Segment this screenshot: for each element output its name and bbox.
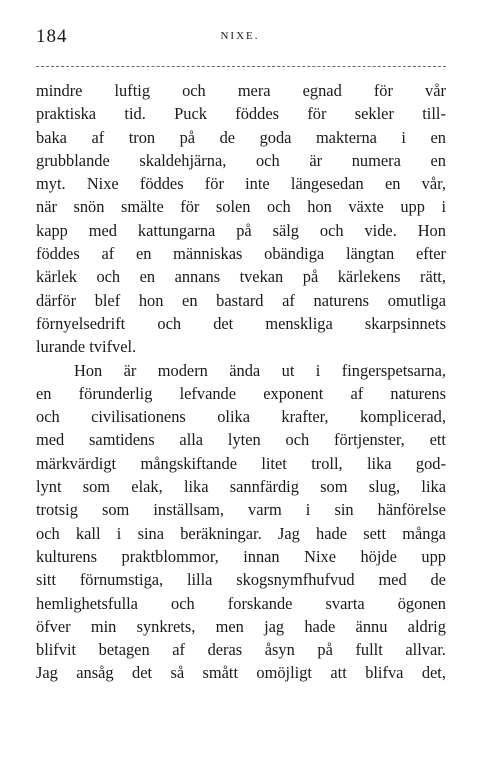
word: skaldehjärna, (139, 150, 227, 170)
word: det (213, 313, 234, 333)
word: omöjligt (256, 663, 312, 683)
word: Jag (277, 523, 300, 543)
word: varm (248, 500, 282, 520)
text-line (36, 661, 446, 684)
text-line (36, 638, 446, 661)
text-line (36, 172, 446, 195)
page-number: 184 (36, 26, 68, 47)
word: som (101, 500, 130, 520)
text-line (36, 498, 446, 521)
text-line (36, 405, 446, 428)
word: som (320, 477, 348, 497)
word: därför (36, 290, 77, 310)
word: som (82, 477, 111, 497)
word: hänförelse (377, 500, 446, 520)
word: lika (366, 453, 392, 473)
word: lurande (36, 337, 86, 357)
word: sina (137, 523, 164, 543)
word: Hon (417, 220, 446, 240)
word: min (90, 616, 117, 636)
word: en (36, 383, 52, 403)
word: ögonen (397, 593, 446, 613)
word: lynt (36, 477, 62, 497)
word: skarpsinnets (364, 313, 446, 333)
word: och (319, 220, 344, 240)
word: är (309, 150, 323, 170)
word: förnyelsedrift (36, 313, 126, 333)
word: baka (36, 127, 67, 147)
word: på (236, 220, 252, 240)
word: en (139, 267, 156, 287)
word: och (267, 197, 291, 217)
text-line (36, 592, 446, 615)
word: kärlekens (337, 267, 401, 287)
word: bastard (216, 290, 264, 310)
word: sälg (272, 220, 299, 240)
word: öfver (36, 616, 71, 636)
word: inställsam, (153, 500, 224, 520)
word: Puck (174, 104, 207, 124)
word: forskande (227, 593, 293, 613)
text-line (36, 475, 446, 498)
word: annans (174, 267, 221, 287)
word: tid. (124, 104, 146, 124)
word: och (36, 407, 60, 427)
word: solen (215, 197, 251, 217)
word: sekler (354, 104, 394, 124)
word: civilisationens (91, 407, 186, 427)
word: en (182, 290, 198, 310)
text-line (36, 428, 446, 451)
word: myt. (36, 174, 66, 194)
word: för (373, 81, 393, 100)
word: människas (173, 244, 243, 264)
word: upp (400, 197, 425, 217)
word: märkvärdigt (36, 453, 117, 473)
word: kulturens (36, 546, 98, 566)
word: kärlek (36, 267, 77, 287)
word: samtidens (89, 430, 155, 450)
word: de (219, 127, 236, 147)
word: goda (259, 127, 292, 147)
word: Nixe (304, 546, 336, 566)
word: för (180, 197, 200, 217)
running-head: NIXE. (220, 30, 260, 42)
word: kattungarna (137, 220, 216, 240)
word: lyten (227, 430, 261, 450)
word: menskliga (265, 313, 333, 333)
word: föddes (235, 104, 279, 124)
word: och (255, 150, 280, 170)
word: litet (261, 453, 287, 473)
word: blef (94, 290, 121, 310)
text-line (36, 126, 446, 149)
word: betagen (98, 640, 150, 660)
word: för (307, 104, 327, 124)
word: alla (179, 430, 204, 450)
word: tvifvel. (89, 337, 137, 357)
word: för (204, 174, 224, 194)
word: en (384, 174, 401, 194)
word: på (179, 127, 196, 147)
word: lefvande (179, 383, 237, 403)
word: föddes (139, 174, 184, 194)
word: till- (422, 104, 446, 124)
word: Jag (36, 663, 58, 683)
word: af (172, 640, 185, 660)
word: det (132, 663, 153, 683)
word: blifvit (36, 640, 77, 660)
word: naturens (313, 290, 370, 310)
word: skogsnymfhufvud (236, 570, 355, 590)
word: inte (245, 174, 270, 194)
text-line (36, 382, 446, 405)
text-line (36, 265, 446, 288)
text-line (36, 545, 446, 568)
word: af (91, 127, 105, 147)
text-line (36, 149, 446, 172)
word: snön (73, 197, 105, 217)
word: och (285, 430, 310, 450)
word: i (441, 197, 446, 217)
word: tron (128, 127, 156, 147)
word: med (88, 220, 118, 240)
word: af (350, 383, 364, 403)
word: trotsig (36, 500, 78, 520)
word: blifva (365, 663, 404, 683)
word: så (170, 663, 185, 683)
word: praktiska (36, 104, 97, 124)
text-line (36, 219, 446, 242)
word: åsyn (264, 640, 295, 660)
word: föddes (36, 244, 80, 264)
word: höjde (360, 546, 397, 566)
text-line (36, 102, 446, 125)
word: på (317, 640, 333, 660)
word: hemlighetsfulla (36, 593, 138, 613)
word: lika (421, 477, 446, 497)
word: hon (138, 290, 164, 310)
text-line (36, 335, 446, 358)
word: slug, (368, 477, 401, 497)
word: kall (75, 523, 101, 543)
word: många (402, 523, 446, 543)
word: mångskiftande (140, 453, 237, 473)
word: exponent (263, 383, 324, 403)
word: med (36, 430, 65, 450)
word: omutliga (387, 290, 446, 310)
text-line (36, 522, 446, 545)
word: numera (351, 150, 401, 170)
text-line (36, 452, 446, 475)
word: deras (207, 640, 243, 660)
word: och (36, 523, 60, 543)
word: allvar. (405, 640, 446, 660)
text-line (36, 359, 446, 382)
word: Nixe (86, 174, 119, 194)
word: vår, (421, 174, 446, 194)
word: af (282, 290, 295, 310)
word: det, (421, 663, 446, 683)
word: vide. (364, 220, 397, 240)
word: mindre (36, 81, 83, 100)
word: sannfärdig (229, 477, 299, 497)
word: egnad (302, 81, 342, 100)
text-line (36, 615, 446, 638)
word: ännu (355, 616, 388, 636)
word: växte (348, 197, 384, 217)
word: en (430, 150, 446, 170)
word: men (215, 616, 244, 636)
word: smälte (120, 197, 164, 217)
word: synkrets, (136, 616, 196, 636)
text-line (36, 195, 446, 218)
page-header (36, 26, 444, 48)
word: när (36, 197, 57, 217)
word: fingerspetsarna, (341, 360, 446, 380)
word: och (182, 81, 206, 100)
word: komplicerad, (359, 407, 446, 427)
word: förtjenster, (333, 430, 405, 450)
word: tvekan (239, 267, 284, 287)
word: makterna (315, 127, 377, 147)
word: af (101, 244, 115, 264)
text-line (36, 242, 446, 265)
word: i (401, 127, 406, 147)
word: praktblommor, (121, 546, 219, 566)
word: i (116, 523, 122, 543)
word: och (157, 313, 182, 333)
word: och (96, 267, 121, 287)
word: längesedan (290, 174, 364, 194)
word: på (302, 267, 319, 287)
word: ansåg (76, 663, 114, 683)
word: smått (202, 663, 239, 683)
text-line (36, 289, 446, 312)
text-line (36, 568, 446, 591)
word: en (135, 244, 152, 264)
word: sett (363, 523, 387, 543)
word: i (315, 360, 321, 380)
word: Hon (74, 360, 103, 380)
word: mera (237, 81, 271, 100)
word: och (171, 593, 195, 613)
word: sin (334, 500, 354, 520)
word: lilla (186, 570, 213, 590)
word: förnumstiga, (79, 570, 164, 590)
word: jag (264, 616, 285, 636)
word: hon (307, 197, 332, 217)
text-line (36, 79, 446, 102)
word: innan (243, 546, 280, 566)
word: ända (229, 360, 261, 380)
word: grubblande (36, 150, 110, 170)
word: att (330, 663, 347, 683)
word: de (430, 570, 446, 590)
word: i (305, 500, 311, 520)
text-line (36, 312, 446, 335)
word: fullt (355, 640, 383, 660)
word: med (378, 570, 407, 590)
word: förunderlig (78, 383, 153, 403)
word: längtan (345, 244, 395, 264)
word: lika (183, 477, 209, 497)
word: efter (415, 244, 446, 264)
word: ett (429, 430, 446, 450)
word: hade (316, 523, 347, 543)
word: kapp (36, 220, 68, 240)
word: obändiga (264, 244, 325, 264)
body-text (36, 79, 446, 685)
word: luftig (114, 81, 151, 100)
word: ut (281, 360, 295, 380)
word: är (123, 360, 137, 380)
word: rätt, (420, 267, 446, 287)
word: modern (157, 360, 208, 380)
word: elak, (131, 477, 163, 497)
word: en (430, 127, 446, 147)
word: upp (421, 546, 446, 566)
word: naturens (390, 383, 446, 403)
word: vår (425, 81, 446, 100)
word: krafter, (281, 407, 329, 427)
header-rule (36, 66, 446, 67)
word: god- (415, 453, 446, 473)
word: aldrig (407, 616, 446, 636)
word: beräkningar. (180, 523, 262, 543)
word: svarta (325, 593, 365, 613)
word: troll, (311, 453, 343, 473)
word: olika (217, 407, 250, 427)
word: sitt (36, 570, 57, 590)
word: hade (304, 616, 336, 636)
